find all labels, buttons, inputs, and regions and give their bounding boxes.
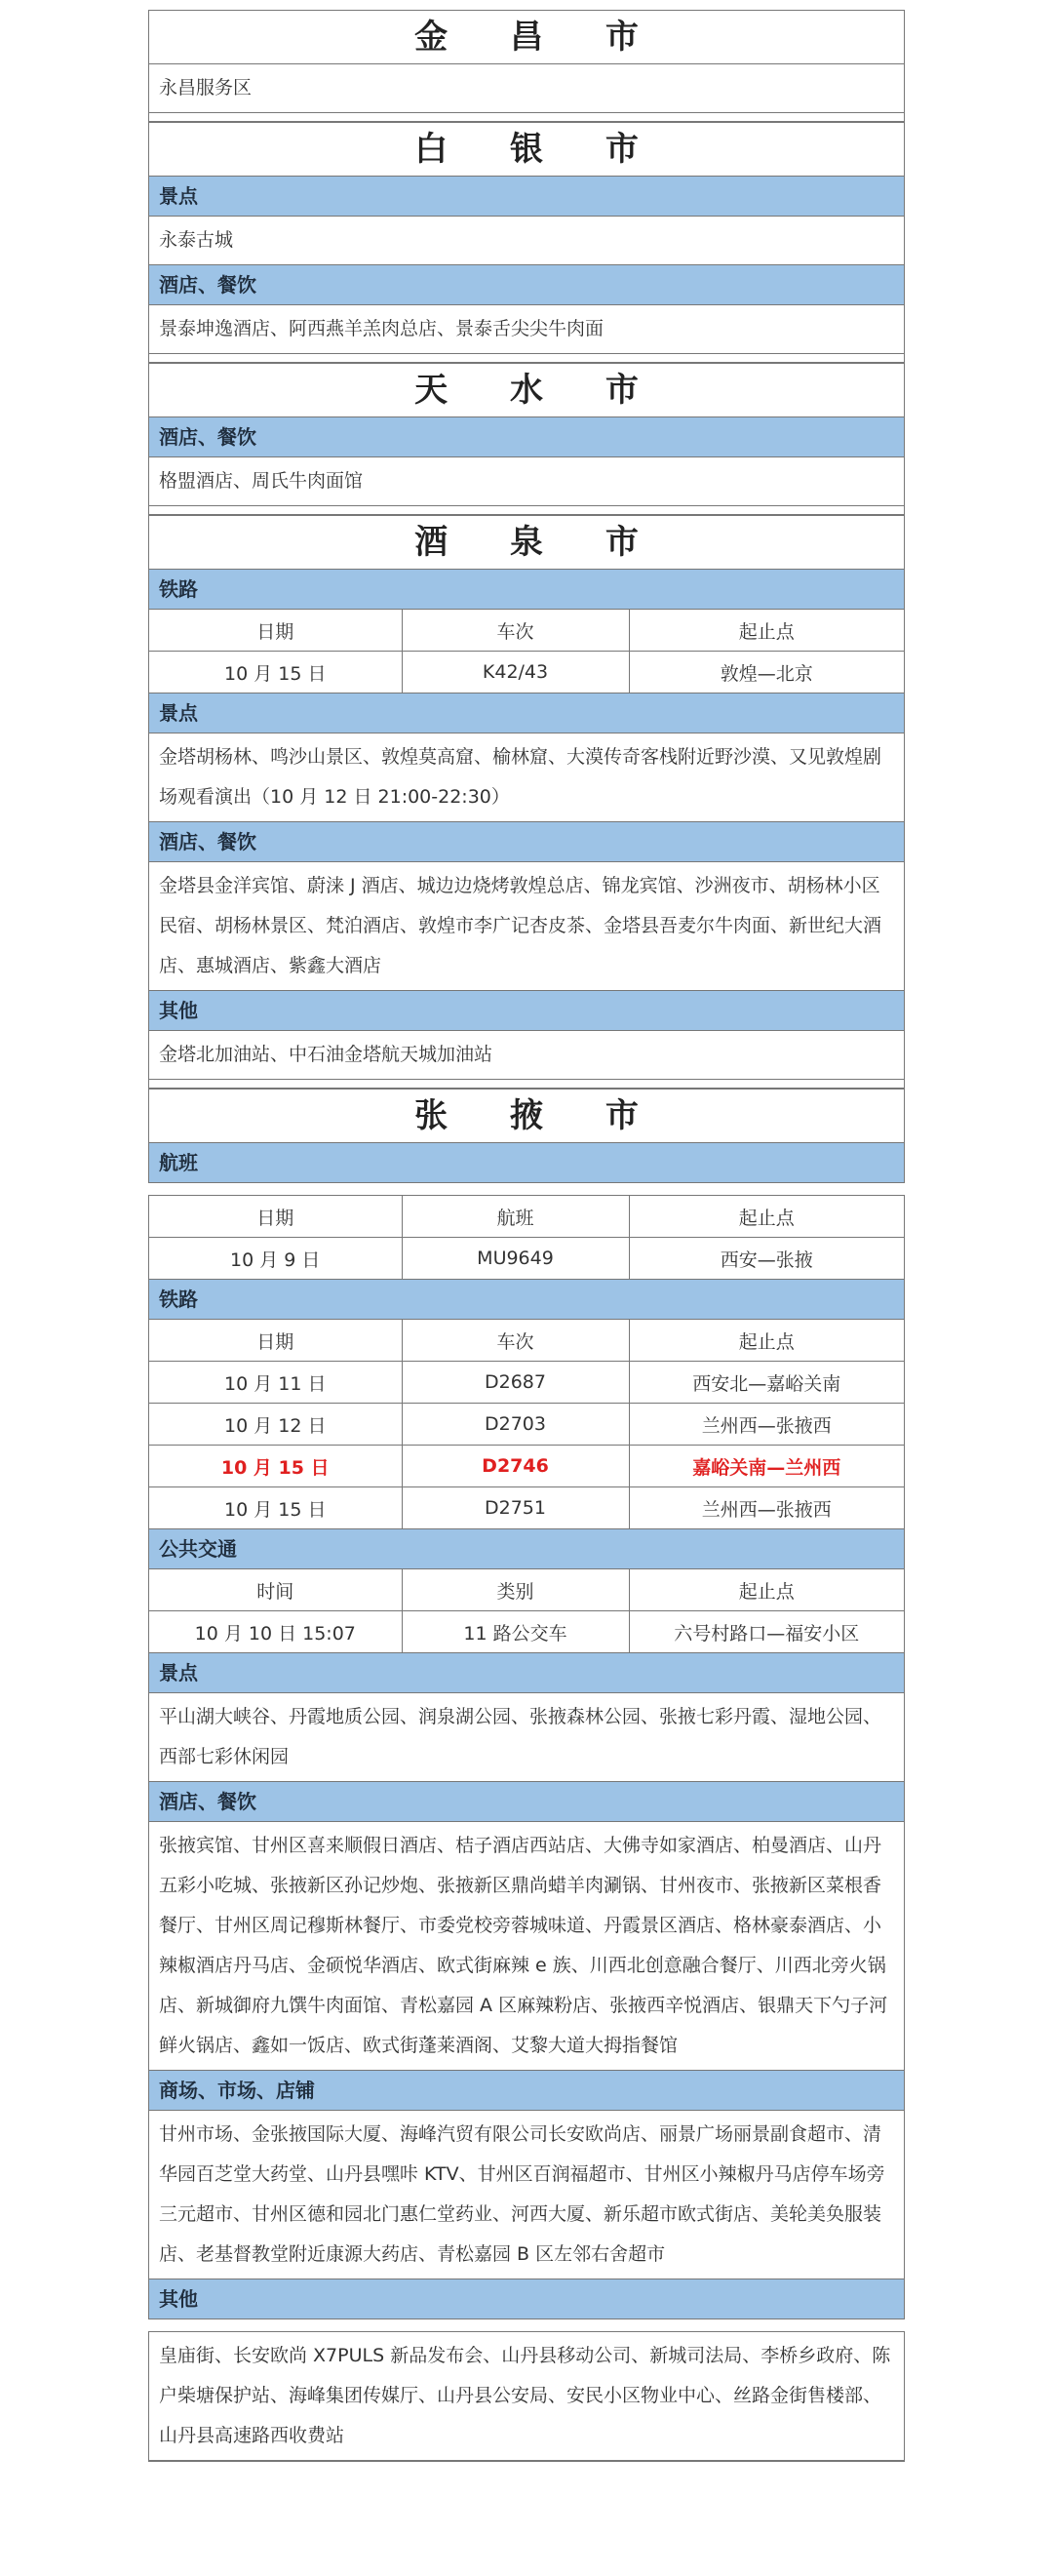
section-header-rail: 铁路 [149, 570, 904, 610]
cell-train: K42/43 [402, 652, 629, 694]
column-header: 航班 [402, 1196, 629, 1238]
bus-table [149, 1569, 904, 1653]
rail-table [149, 610, 904, 694]
cell-date: 10 月 9 日 [149, 1238, 402, 1280]
cell-date: 10 月 11 日 [149, 1362, 402, 1404]
spacer-row [149, 1080, 904, 1089]
spacer-row [149, 113, 904, 122]
city-tianshui [148, 363, 905, 515]
city-title: 白 银 市 [149, 123, 904, 177]
spacer-row [149, 506, 904, 515]
cell-date: 10 月 12 日 [149, 1404, 402, 1446]
section-header-flight: 航班 [149, 1143, 904, 1183]
city-zhangye-other [148, 2331, 905, 2462]
column-header: 起止点 [629, 1569, 904, 1611]
cell-type: 11 路公交车 [402, 1611, 629, 1653]
cell-route: 敦煌—北京 [629, 652, 904, 694]
city-title: 酒 泉 市 [149, 516, 904, 570]
section-header-spots: 景点 [149, 694, 904, 733]
food-list: 格盟酒店、周氏牛肉面馆 [149, 457, 904, 506]
column-header: 车次 [402, 1320, 629, 1362]
city-baiyin [148, 122, 905, 363]
cell-time: 10 月 10 日 15:07 [149, 1611, 402, 1653]
table-row [149, 1487, 904, 1529]
section-header-spots: 景点 [149, 1653, 904, 1693]
spots-list: 金塔胡杨林、鸣沙山景区、敦煌莫高窟、榆林窟、大漠传奇客栈附近野沙漠、又见敦煌剧场观看演出（10 月 12 日 21:00-22:30） [149, 733, 904, 822]
page-gap [148, 2319, 905, 2331]
section-header-rail: 铁路 [149, 1280, 904, 1320]
city-title: 张 掖 市 [149, 1090, 904, 1143]
table-row [149, 1238, 904, 1280]
city-title: 金 昌 市 [149, 11, 904, 64]
rail-table [149, 1320, 904, 1529]
location-list: 永昌服务区 [149, 64, 904, 113]
section-header-food: 酒店、餐饮 [149, 1782, 904, 1822]
flight-table [149, 1196, 904, 1280]
cell-train: D2687 [402, 1362, 629, 1404]
table-row [149, 1404, 904, 1446]
column-header: 日期 [149, 1196, 402, 1238]
column-header: 日期 [149, 610, 402, 652]
column-header: 起止点 [629, 1320, 904, 1362]
section-header-other: 其他 [149, 991, 904, 1031]
table-header-row [149, 1196, 904, 1238]
table-row-highlighted [149, 1446, 904, 1487]
city-title: 天 水 市 [149, 364, 904, 417]
city-zhangye [148, 1089, 905, 1183]
section-header-food: 酒店、餐饮 [149, 822, 904, 862]
column-header: 时间 [149, 1569, 402, 1611]
table-row [149, 1362, 904, 1404]
food-list: 景泰坤逸酒店、阿西燕羊羔肉总店、景泰舌尖尖牛肉面 [149, 305, 904, 354]
cell-date: 10 月 15 日 [149, 1446, 402, 1487]
spacer-row [149, 354, 904, 363]
spots-list: 平山湖大峡谷、丹霞地质公园、润泉湖公园、张掖森林公园、张掖七彩丹霞、湿地公园、西部七彩休闲园 [149, 1693, 904, 1782]
table-row [149, 652, 904, 694]
cell-route: 兰州西—张掖西 [629, 1404, 904, 1446]
table-header-row [149, 1320, 904, 1362]
city-jiuquan [148, 515, 905, 1089]
document-page [148, 10, 905, 2462]
section-header-other: 其他 [149, 2279, 904, 2319]
cell-route: 西安北—嘉峪关南 [629, 1362, 904, 1404]
cell-route: 六号村路口—福安小区 [629, 1611, 904, 1653]
table-header-row [149, 1569, 904, 1611]
cell-route: 西安—张掖 [629, 1238, 904, 1280]
column-header: 起止点 [629, 610, 904, 652]
cell-flight: MU9649 [402, 1238, 629, 1280]
section-header-food: 酒店、餐饮 [149, 417, 904, 457]
section-header-food: 酒店、餐饮 [149, 265, 904, 305]
other-list: 皇庙街、长安欧尚 X7PULS 新品发布会、山丹县移动公司、新城司法局、李桥乡政府、陈户柴塘保护站、海峰集团传媒厅、山丹县公安局、安民小区物业中心、丝路金街售楼部、山丹县高速路西收费站 [149, 2332, 904, 2461]
cell-train: D2703 [402, 1404, 629, 1446]
city-zhangye-continued [148, 1195, 905, 2319]
cell-train: D2746 [402, 1446, 629, 1487]
food-list: 张掖宾馆、甘州区喜来顺假日酒店、桔子酒店西站店、大佛寺如家酒店、柏曼酒店、山丹五彩小吃城、张掖新区孙记炒炮、张掖新区鼎尚蜡羊肉涮锅、甘州夜市、张掖新区菜根香餐厅、甘州区周记穆斯林餐厅、市委党校旁蓉城味道、丹霞景区酒店、格林豪泰酒店、小辣椒酒店丹马店、金硕悦华酒店、欧式街麻辣 e 族、川西北创意融合餐厅、川西北旁火锅店、新城御府九馔牛肉面馆、青松嘉园 A 区麻辣粉店、张掖西辛悦酒店、银鼎天下勺子河鲜火锅店、鑫如一饭店、欧式街蓬莱酒阁、艾黎大道大拇指餐馆 [149, 1822, 904, 2071]
food-list: 金塔县金洋宾馆、蔚涞 J 酒店、城边边烧烤敦煌总店、锦龙宾馆、沙洲夜市、胡杨林小区民宿、胡杨林景区、梵泊酒店、敦煌市李广记杏皮茶、金塔县吾麦尔牛肉面、新世纪大酒店、惠城酒店、紫鑫大酒店 [149, 862, 904, 991]
cell-route: 嘉峪关南—兰州西 [629, 1446, 904, 1487]
page-gap [148, 1183, 905, 1195]
cell-date: 10 月 15 日 [149, 1487, 402, 1529]
column-header: 类别 [402, 1569, 629, 1611]
cell-train: D2751 [402, 1487, 629, 1529]
column-header: 日期 [149, 1320, 402, 1362]
table-header-row [149, 610, 904, 652]
column-header: 起止点 [629, 1196, 904, 1238]
section-header-bus: 公共交通 [149, 1529, 904, 1569]
shops-list: 甘州市场、金张掖国际大厦、海峰汽贸有限公司长安欧尚店、丽景广场丽景副食超市、清华园百芝堂大药堂、山丹县嘿咔 KTV、甘州区百润福超市、甘州区小辣椒丹马店停车场旁三元超市、甘州区德和园北门惠仁堂药业、河西大厦、新乐超市欧式街店、美轮美奂服装店、老基督教堂附近康源大药店、青松嘉园 B 区左邻右舍超市 [149, 2111, 904, 2279]
other-list: 金塔北加油站、中石油金塔航天城加油站 [149, 1031, 904, 1080]
table-row [149, 1611, 904, 1653]
spots-list: 永泰古城 [149, 217, 904, 265]
section-header-spots: 景点 [149, 177, 904, 217]
cell-date: 10 月 15 日 [149, 652, 402, 694]
column-header: 车次 [402, 610, 629, 652]
section-header-shops: 商场、市场、店铺 [149, 2071, 904, 2111]
city-jinchang [148, 10, 905, 122]
cell-route: 兰州西—张掖西 [629, 1487, 904, 1529]
